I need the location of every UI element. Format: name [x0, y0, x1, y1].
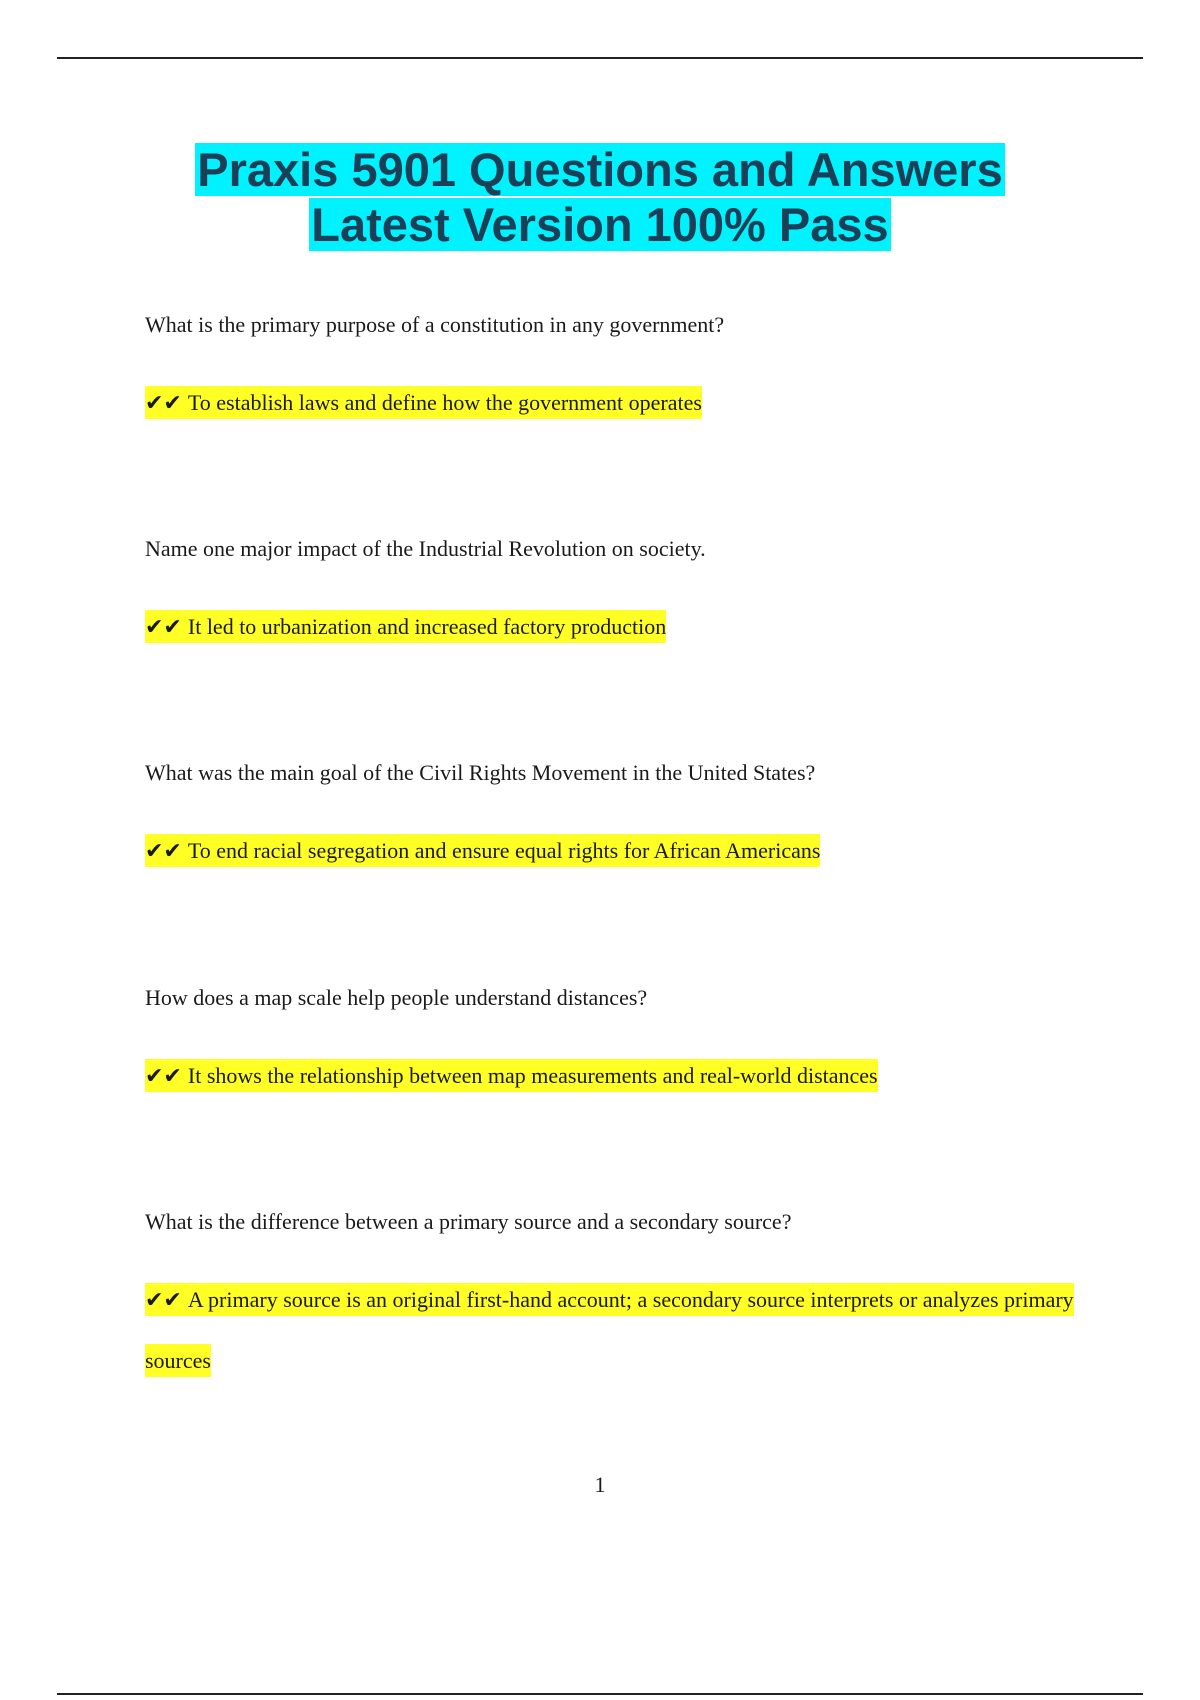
page-number: 1: [594, 1472, 606, 1497]
answer-block: [145, 821, 1105, 882]
answer-highlight: [145, 1059, 878, 1092]
qa-item-4: [145, 984, 1105, 1107]
top-rule: [57, 57, 1143, 59]
qa-item-1: [145, 311, 1105, 434]
answer-block: [145, 1046, 1105, 1107]
question-text: How does a map scale help people understand distances?: [145, 985, 648, 1010]
answer-highlight: [145, 610, 666, 643]
double-check-icon: ✔✔: [145, 1288, 182, 1313]
answer-text: It shows the relationship between map measurements and real-world distances: [187, 1063, 878, 1088]
answer-highlight: [145, 1283, 1074, 1377]
question-text: What is the primary purpose of a constitution in any government?: [145, 312, 725, 337]
title-line-2: Latest Version 100% Pass: [311, 198, 889, 251]
answer-highlight: [145, 834, 820, 867]
question-text: Name one major impact of the Industrial Revolution on society.: [145, 536, 706, 561]
answer-text: It led to urbanization and increased factory production: [187, 614, 667, 639]
double-check-icon: ✔✔: [145, 1064, 182, 1089]
double-check-icon: ✔✔: [145, 615, 182, 640]
answer-block: [145, 1270, 1105, 1391]
double-check-icon: ✔✔: [145, 839, 182, 864]
question-text: What is the difference between a primary source and a secondary source?: [145, 1209, 792, 1234]
double-check-icon: ✔✔: [145, 391, 182, 416]
qa-item-5: [145, 1208, 1105, 1391]
answer-block: [145, 597, 1105, 658]
question-text: What was the main goal of the Civil Rights Movement in the United States?: [145, 760, 816, 785]
answer-text: To establish laws and define how the government operates: [187, 390, 702, 415]
title-line-1: Praxis 5901 Questions and Answers: [197, 143, 1003, 196]
bottom-rule: [57, 1693, 1143, 1695]
qa-item-3: [145, 759, 1105, 882]
answer-text: A primary source is an original first-hand account; a secondary source interprets or analyzes primary sources: [145, 1287, 1074, 1373]
answer-block: [145, 373, 1105, 434]
answer-highlight: [145, 386, 702, 419]
document-title: [0, 142, 1200, 252]
answer-text: To end racial segregation and ensure equal rights for African Americans: [187, 838, 821, 863]
qa-item-2: [145, 535, 1105, 658]
